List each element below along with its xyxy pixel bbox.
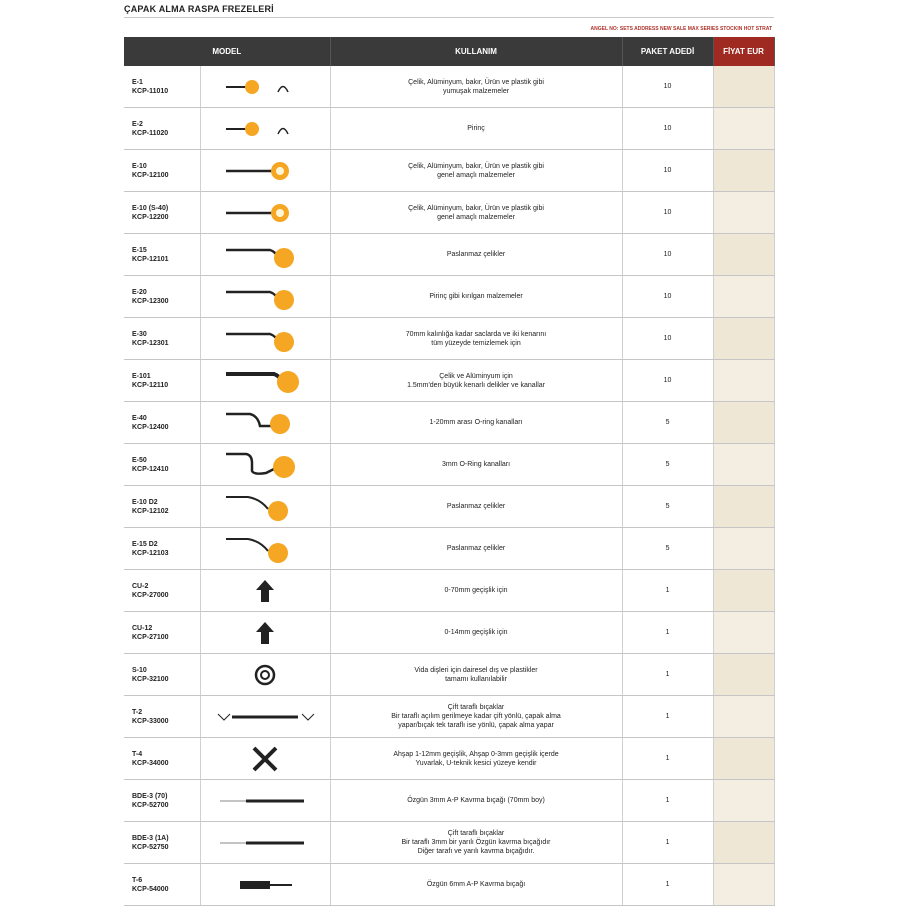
- table-row: [124, 864, 774, 906]
- usage-cell: [330, 654, 622, 696]
- hook-small-icon: [201, 76, 330, 98]
- model-cell: [124, 612, 200, 654]
- model-code: S-10: [132, 666, 147, 674]
- model-code: E-15: [132, 246, 147, 254]
- tool-image-cell: [200, 486, 330, 528]
- table-row: [124, 486, 774, 528]
- price-cell: [713, 570, 774, 612]
- header-note: ANGEL NO: SETS ADDRESS NEW SALE MAX SERIES STOCKIN HOT STRAT: [590, 26, 772, 32]
- pack-qty-cell: 5: [622, 402, 713, 444]
- tool-image-cell: [200, 696, 330, 738]
- model-cell: [124, 402, 200, 444]
- tool-image-cell: [200, 822, 330, 864]
- header-model: MODEL: [124, 37, 330, 66]
- part-number: KCP-27100: [132, 633, 169, 641]
- price-cell: [713, 108, 774, 150]
- usage-cell: [330, 234, 622, 276]
- table-row: [124, 360, 774, 402]
- part-number: KCP-12410: [132, 465, 169, 473]
- model-cell: [124, 780, 200, 822]
- model-cell: [124, 696, 200, 738]
- model-cell: [124, 486, 200, 528]
- double-blade-icon: [201, 707, 330, 727]
- tool-image-cell: [200, 738, 330, 780]
- model-cell: [124, 192, 200, 234]
- price-cell: [713, 234, 774, 276]
- model-code: E-10: [132, 162, 147, 170]
- usage-cell: [330, 612, 622, 654]
- part-number: KCP-11020: [132, 129, 169, 137]
- long-rod-icon: [201, 791, 330, 811]
- table-row: [124, 444, 774, 486]
- usage-line: 3mm O-Ring kanalları: [441, 461, 511, 468]
- model-cell: [124, 528, 200, 570]
- usage-cell: [330, 822, 622, 864]
- tool-image-cell: [200, 864, 330, 906]
- table-row: [124, 570, 774, 612]
- usage-cell: [330, 738, 622, 780]
- usage-cell: [330, 192, 622, 234]
- part-number: KCP-52700: [132, 801, 169, 809]
- table-row: [124, 612, 774, 654]
- pack-qty-cell: 10: [622, 360, 713, 402]
- price-cell: [713, 360, 774, 402]
- model-cell: [124, 738, 200, 780]
- price-cell: [713, 864, 774, 906]
- model-cell: [124, 822, 200, 864]
- model-cell: [124, 444, 200, 486]
- usage-line: Diğer tarafı ve yarılı kavrma bıçağıdır.: [417, 848, 535, 855]
- tool-image-cell: [200, 318, 330, 360]
- usage-line: Çelik, Alüminyum, bakır, Ürün ve plastik gibi: [408, 78, 544, 86]
- part-number: KCP-12400: [132, 423, 169, 431]
- pack-qty-cell: 1: [622, 864, 713, 906]
- pack-qty-cell: 1: [622, 822, 713, 864]
- price-cell: [713, 318, 774, 360]
- tool-image-cell: [200, 66, 330, 108]
- usage-line: Bir taraflı açılım gerilmeye kadar çift yönlü, çapak alma: [391, 713, 561, 720]
- price-cell: [713, 528, 774, 570]
- blade-straight-icon: [201, 199, 330, 227]
- header-price: FİYAT EUR: [713, 37, 774, 66]
- model-cell: [124, 234, 200, 276]
- pack-qty-cell: 10: [622, 150, 713, 192]
- usage-line: Çelik ve Alüminyum için: [439, 372, 513, 380]
- pack-qty-cell: 10: [622, 276, 713, 318]
- header-pack-qty: PAKET ADEDİ: [622, 37, 713, 66]
- table-row: [124, 234, 774, 276]
- usage-line: genel amaçlı malzemeler: [437, 171, 515, 179]
- hook-small-icon: [201, 118, 330, 140]
- arrow-cutter-icon: [201, 577, 330, 605]
- pack-qty-cell: 1: [622, 738, 713, 780]
- model-cell: [124, 150, 200, 192]
- tool-image-cell: [200, 654, 330, 696]
- model-code: E-2: [132, 120, 143, 128]
- usage-line: 70mm kalınlığa kadar saclarda ve iki kenarını: [405, 330, 547, 338]
- pack-qty-cell: 10: [622, 66, 713, 108]
- model-code: E-40: [132, 414, 147, 422]
- blade-heavy-icon: [201, 366, 330, 396]
- price-cell: [713, 402, 774, 444]
- model-code: CU-2: [132, 582, 149, 590]
- model-cell: [124, 570, 200, 612]
- usage-line: Çift taraflı bıçaklar: [447, 830, 505, 837]
- table-row: [124, 108, 774, 150]
- spiral-icon: [201, 661, 330, 689]
- tool-image-cell: [200, 108, 330, 150]
- model-code: CU-12: [132, 624, 153, 632]
- model-cell: [124, 108, 200, 150]
- usage-line: genel amaçlı malzemeler: [437, 213, 515, 221]
- part-number: KCP-27000: [132, 591, 169, 599]
- usage-cell: [330, 360, 622, 402]
- tool-image-cell: [200, 402, 330, 444]
- title-divider: [124, 17, 774, 18]
- usage-line: Paslanmaz çelikler: [446, 251, 506, 258]
- price-cell: [713, 444, 774, 486]
- model-code: E-50: [132, 456, 147, 464]
- part-number: KCP-12100: [132, 171, 169, 179]
- usage-cell: [330, 570, 622, 612]
- blade-bent-icon: [201, 282, 330, 312]
- usage-line: 0-14mm geçişlik için: [444, 629, 508, 636]
- model-cell: [124, 360, 200, 402]
- pack-qty-cell: 10: [622, 318, 713, 360]
- table-row: [124, 528, 774, 570]
- part-number: KCP-34000: [132, 759, 169, 767]
- usage-line: Paslanmaz çelikler: [446, 503, 506, 510]
- arrow-cutter-icon: [201, 619, 330, 647]
- price-cell: [713, 276, 774, 318]
- usage-line: Bir taraflı 3mm bir yarılı Özgün kavrma bıçağıdır: [401, 839, 551, 846]
- blade-bent-icon: [201, 240, 330, 270]
- usage-cell: [330, 444, 622, 486]
- tool-image-cell: [200, 780, 330, 822]
- pack-qty-cell: 5: [622, 528, 713, 570]
- model-cell: [124, 864, 200, 906]
- usage-cell: [330, 318, 622, 360]
- table-row: [124, 738, 774, 780]
- pack-qty-cell: 10: [622, 192, 713, 234]
- usage-cell: [330, 108, 622, 150]
- price-cell: [713, 192, 774, 234]
- usage-line: tüm yüzeyde temizlemek için: [431, 339, 521, 347]
- pack-qty-cell: 5: [622, 486, 713, 528]
- price-cell: [713, 150, 774, 192]
- model-code: BDE-3 (1A): [132, 834, 169, 842]
- tool-image-cell: [200, 276, 330, 318]
- table-header-row: [124, 37, 774, 66]
- model-code: E-1: [132, 78, 143, 86]
- model-code: T-4: [132, 750, 143, 758]
- model-code: BDE-3 (70): [132, 792, 168, 800]
- usage-line: Özgün 3mm A-P Kavrma bıçağı (70mm boy): [407, 797, 545, 804]
- usage-cell: [330, 402, 622, 444]
- product-table: [124, 37, 775, 906]
- price-cell: [713, 696, 774, 738]
- tool-image-cell: [200, 150, 330, 192]
- pack-qty-cell: 1: [622, 570, 713, 612]
- header-usage: KULLANIM: [330, 37, 622, 66]
- usage-line: Özgün 6mm A-P Kavrma bıçağı: [426, 881, 526, 888]
- usage-line: 1.5mm'den büyük kenarlı delikler ve kanallar: [407, 381, 545, 389]
- part-number: KCP-32100: [132, 675, 169, 683]
- part-number: KCP-54000: [132, 885, 169, 893]
- model-code: T-2: [132, 708, 143, 716]
- usage-cell: [330, 696, 622, 738]
- model-code: E-20: [132, 288, 147, 296]
- table-row: [124, 780, 774, 822]
- page-title: ÇAPAK ALMA RASPA FREZELERİ: [124, 4, 274, 14]
- pack-qty-cell: 5: [622, 444, 713, 486]
- price-cell: [713, 612, 774, 654]
- usage-cell: [330, 528, 622, 570]
- usage-cell: [330, 864, 622, 906]
- table-row: [124, 402, 774, 444]
- usage-cell: [330, 486, 622, 528]
- model-code: E-30: [132, 330, 147, 338]
- usage-line: tamamı kullanılabilir: [445, 675, 507, 683]
- model-code: E-10 (S-40): [132, 204, 169, 212]
- usage-cell: [330, 150, 622, 192]
- blade-bent-icon: [201, 324, 330, 354]
- model-code: T-6: [132, 876, 143, 884]
- tool-image-cell: [200, 192, 330, 234]
- usage-cell: [330, 276, 622, 318]
- usage-line: Çelik, Alüminyum, bakır, Ürün ve plastik gibi: [408, 204, 544, 212]
- part-number: KCP-11010: [132, 87, 169, 95]
- long-rod-icon: [201, 833, 330, 853]
- table-row: [124, 318, 774, 360]
- usage-line: yapar/bıçak tek taraflı ise yönlü, çapak alma yapar: [398, 722, 554, 729]
- part-number: KCP-12102: [132, 507, 169, 515]
- usage-line: yumuşak malzemeler: [442, 87, 510, 95]
- tool-image-cell: [200, 234, 330, 276]
- usage-line: Vida dişleri için dairesel dış ve plastikler: [414, 666, 538, 674]
- usage-cell: [330, 780, 622, 822]
- table-row: [124, 150, 774, 192]
- short-rod-icon: [201, 875, 330, 895]
- part-number: KCP-52750: [132, 843, 169, 851]
- price-cell: [713, 780, 774, 822]
- usage-line: Paslanmaz çelikler: [446, 545, 506, 552]
- pack-qty-cell: 1: [622, 696, 713, 738]
- price-cell: [713, 654, 774, 696]
- model-cell: [124, 66, 200, 108]
- blade-deep-icon: [201, 449, 330, 481]
- price-cell: [713, 822, 774, 864]
- price-cell: [713, 486, 774, 528]
- usage-line: Ahşap 1-12mm geçişlik, Ahşap 0-3mm geçişlik içerde: [393, 750, 559, 758]
- part-number: KCP-12300: [132, 297, 169, 305]
- blade-drop-icon: [201, 533, 330, 565]
- table-row: [124, 276, 774, 318]
- tool-image-cell: [200, 444, 330, 486]
- table-row: [124, 822, 774, 864]
- part-number: KCP-12103: [132, 549, 169, 557]
- price-cell: [713, 738, 774, 780]
- usage-cell: [330, 66, 622, 108]
- model-code: E-10 D2: [132, 498, 158, 506]
- model-cell: [124, 318, 200, 360]
- pack-qty-cell: 1: [622, 654, 713, 696]
- usage-line: 1-20mm arası O-ring kanalları: [429, 419, 523, 426]
- table-row: [124, 66, 774, 108]
- part-number: KCP-33000: [132, 717, 169, 725]
- blade-curved-icon: [201, 408, 330, 438]
- part-number: KCP-12200: [132, 213, 169, 221]
- model-code: E-101: [132, 372, 151, 380]
- table-row: [124, 654, 774, 696]
- model-code: E-15 D2: [132, 540, 158, 548]
- model-cell: [124, 276, 200, 318]
- usage-line: Yuvarlak, U-teknik kesici yüzeye kendir: [415, 759, 537, 767]
- blade-straight-icon: [201, 157, 330, 185]
- tool-image-cell: [200, 360, 330, 402]
- usage-line: Çift taraflı bıçaklar: [447, 704, 505, 711]
- table-row: [124, 192, 774, 234]
- model-cell: [124, 654, 200, 696]
- usage-line: 0-70mm geçişlik için: [444, 587, 508, 594]
- tool-image-cell: [200, 570, 330, 612]
- pack-qty-cell: 1: [622, 780, 713, 822]
- usage-line: Çelik, Alüminyum, bakır, Ürün ve plastik gibi: [408, 162, 544, 170]
- usage-line: Pirinç: [467, 125, 485, 132]
- price-cell: [713, 66, 774, 108]
- tool-image-cell: [200, 528, 330, 570]
- pack-qty-cell: 10: [622, 108, 713, 150]
- cross-cutter-icon: [201, 744, 330, 774]
- table-row: [124, 696, 774, 738]
- usage-line: Pirinç gibi kırılgan malzemeler: [429, 293, 523, 300]
- pack-qty-cell: 10: [622, 234, 713, 276]
- blade-drop-icon: [201, 491, 330, 523]
- tool-image-cell: [200, 612, 330, 654]
- part-number: KCP-12101: [132, 255, 169, 263]
- part-number: KCP-12110: [132, 381, 169, 389]
- pack-qty-cell: 1: [622, 612, 713, 654]
- part-number: KCP-12301: [132, 339, 169, 347]
